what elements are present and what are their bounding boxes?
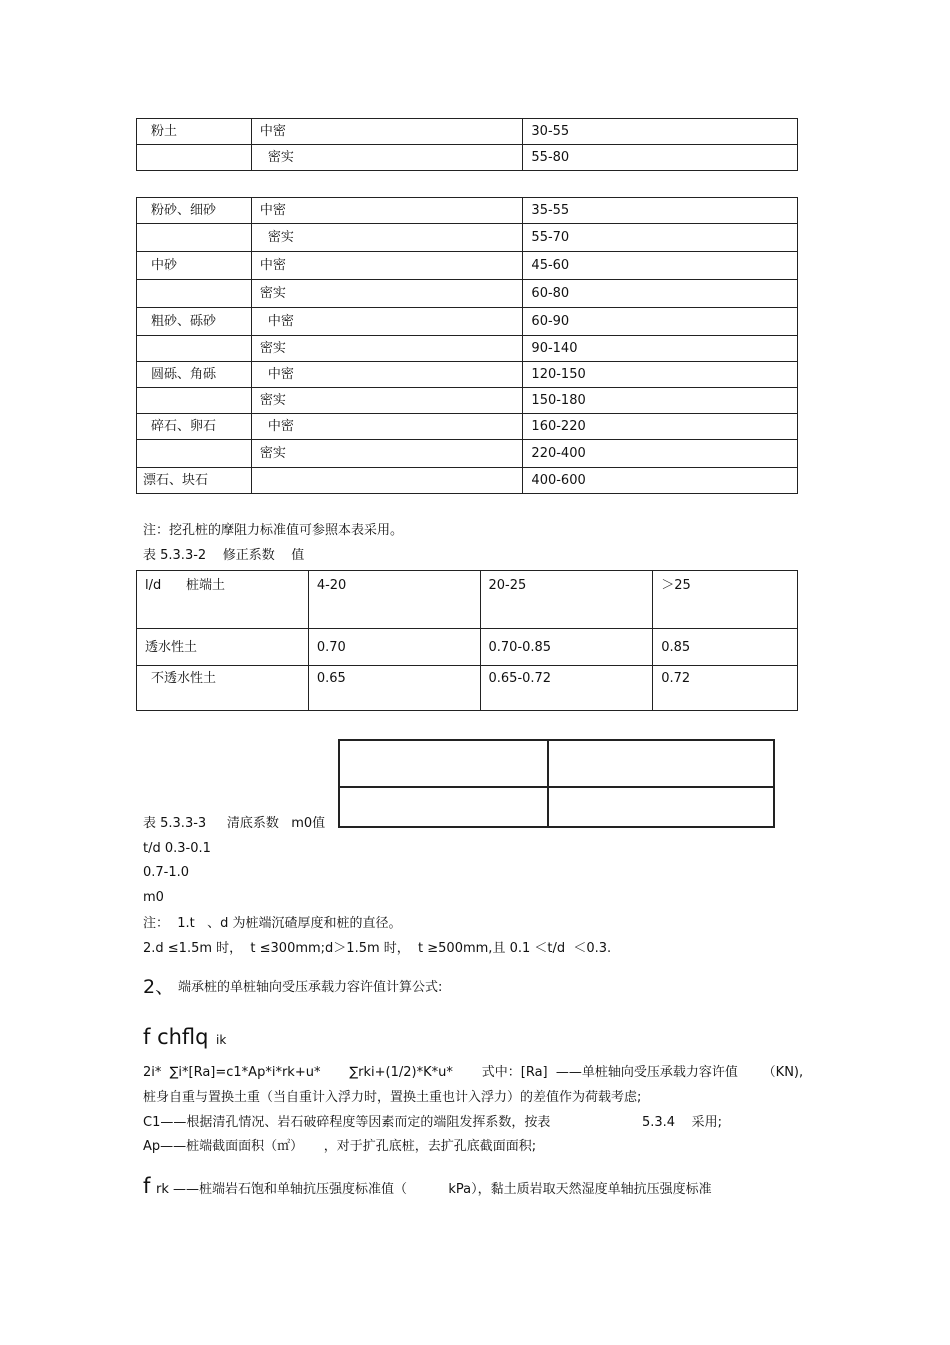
density-cell: 密实 xyxy=(251,224,523,252)
soil-type-cell xyxy=(137,224,252,252)
table3-line: m0 xyxy=(143,890,164,905)
empty-cell xyxy=(548,740,774,787)
table-row xyxy=(137,571,798,629)
empty-cell xyxy=(339,740,548,787)
table-row xyxy=(137,388,798,414)
value-cell: 0.85 xyxy=(653,629,798,666)
value-cell: 60-90 xyxy=(523,308,798,336)
empty-cell xyxy=(339,787,548,827)
soil-type-cell: 粗砂、砾砂 xyxy=(137,308,252,336)
density-cell: 中密 xyxy=(251,252,523,280)
table-row xyxy=(137,308,798,336)
soil-type-cell xyxy=(137,440,252,468)
section-number: 2、 xyxy=(143,976,175,998)
soil-type-cell xyxy=(137,280,252,308)
soil-type-cell: 圆砾、角砾 xyxy=(137,362,252,388)
section-title: 端承桩的单桩轴向受压承载力容许值计算公式: xyxy=(178,980,443,995)
value-cell: 45-60 xyxy=(523,252,798,280)
table-row xyxy=(137,362,798,388)
table-row xyxy=(137,468,798,494)
density-cell: 密实 xyxy=(251,388,523,414)
density-cell: 中密 xyxy=(251,308,523,336)
correction-coefficient-table xyxy=(136,570,798,711)
header-cell: 20-25 xyxy=(480,571,653,629)
value-cell: 400-600 xyxy=(523,468,798,494)
soil-type-cell xyxy=(137,145,252,171)
table-row xyxy=(137,119,798,145)
density-cell: 密实 xyxy=(251,145,523,171)
table3-line: t/d 0.3-0.1 xyxy=(143,841,211,856)
value-cell: 35-55 xyxy=(523,198,798,224)
note-sediment-1: 注： 1.t 、d 为桩端沉碴厚度和桩的直径。 xyxy=(143,916,402,931)
weight-paragraph: 桩身自重与置换土重（当自重计入浮力时，置换土重也计入浮力）的差值作为荷载考虑; xyxy=(143,1090,642,1105)
soil-cell: 不透水性土 xyxy=(137,666,309,711)
value-cell: 0.70-0.85 xyxy=(480,629,653,666)
soil-type-cell: 中砂 xyxy=(137,252,252,280)
table-row xyxy=(339,740,774,787)
note-sediment-2: 2.d ≤1.5m 时， t ≤300mm;d＞1.5m 时， t ≥500mm,且 0.1 ＜t/d ＜0.3. xyxy=(143,941,612,956)
empty-cell xyxy=(548,787,774,827)
formula-symbols: f chflq xyxy=(143,1025,209,1049)
table-row xyxy=(137,414,798,440)
silt-friction-table xyxy=(136,118,798,171)
density-cell: 中密 xyxy=(251,414,523,440)
value-cell: 60-80 xyxy=(523,280,798,308)
table-row xyxy=(137,145,798,171)
header-cell: l/d 桩端土 xyxy=(137,571,309,629)
c1-definition: C1——根据清孔情况、岩石破碎程度等因素而定的端阻发挥系数，按表 xyxy=(143,1115,551,1130)
table-row xyxy=(137,198,798,224)
table2-caption: 表 5.3.3-2 修正系数 值 xyxy=(143,548,305,563)
soil-type-cell: 粉砂、细砂 xyxy=(137,198,252,224)
value-cell: 160-220 xyxy=(523,414,798,440)
density-cell: 中密 xyxy=(251,198,523,224)
table-row xyxy=(137,252,798,280)
soil-type-cell xyxy=(137,388,252,414)
table-row xyxy=(339,787,774,827)
density-cell: 中密 xyxy=(251,119,523,145)
table-row xyxy=(137,440,798,468)
formula-paragraph: 2i* ∑i*[Ra]=c1*Ap*i*rk+u* ∑rki+(1/2)*K*u* 式中：[Ra] ——单桩轴向受压承载力容许值 （KN), xyxy=(143,1065,804,1080)
table-row xyxy=(137,224,798,252)
ap-definition: Ap——桩端截面面积（㎡） ，对于扩孔底桩，去扩孔底截面面积; xyxy=(143,1139,537,1154)
table3-caption: 表 5.3.3-3 清底系数 m0值 xyxy=(143,816,326,831)
table-row xyxy=(137,666,798,711)
frk-symbol: f xyxy=(143,1174,151,1198)
density-cell: 密实 xyxy=(251,280,523,308)
soil-type-cell: 漂石、块石 xyxy=(137,468,252,494)
formula-subscript: ik xyxy=(216,1033,227,1047)
value-cell: 55-70 xyxy=(523,224,798,252)
header-cell: ＞25 xyxy=(653,571,798,629)
soil-type-cell: 碎石、卵石 xyxy=(137,414,252,440)
table-row xyxy=(137,336,798,362)
frk-definition: rk ——桩端岩石饱和单轴抗压强度标准值（ kPa），黏土质岩取天然湿度单轴抗压强度标准 xyxy=(156,1182,712,1197)
cleaning-coefficient-grid xyxy=(338,739,775,828)
sand-friction-table xyxy=(136,197,798,494)
soil-type-cell xyxy=(137,336,252,362)
density-cell: 密实 xyxy=(251,440,523,468)
value-cell: 30-55 xyxy=(523,119,798,145)
c1-table-ref: 5.3.4 采用; xyxy=(642,1115,722,1130)
table-row xyxy=(137,280,798,308)
density-cell xyxy=(251,468,523,494)
value-cell: 0.72 xyxy=(653,666,798,711)
value-cell: 0.65-0.72 xyxy=(480,666,653,711)
value-cell: 150-180 xyxy=(523,388,798,414)
header-cell: 4-20 xyxy=(308,571,480,629)
value-cell: 220-400 xyxy=(523,440,798,468)
soil-cell: 透水性土 xyxy=(137,629,309,666)
value-cell: 0.70 xyxy=(308,629,480,666)
value-cell: 90-140 xyxy=(523,336,798,362)
table-row xyxy=(137,629,798,666)
value-cell: 120-150 xyxy=(523,362,798,388)
density-cell: 中密 xyxy=(251,362,523,388)
value-cell: 55-80 xyxy=(523,145,798,171)
value-cell: 0.65 xyxy=(308,666,480,711)
table3-line: 0.7-1.0 xyxy=(143,865,190,880)
density-cell: 密实 xyxy=(251,336,523,362)
soil-type-cell: 粉土 xyxy=(137,119,252,145)
note-excavated-pile: 注：挖孔桩的摩阻力标准值可参照本表采用。 xyxy=(143,523,404,538)
